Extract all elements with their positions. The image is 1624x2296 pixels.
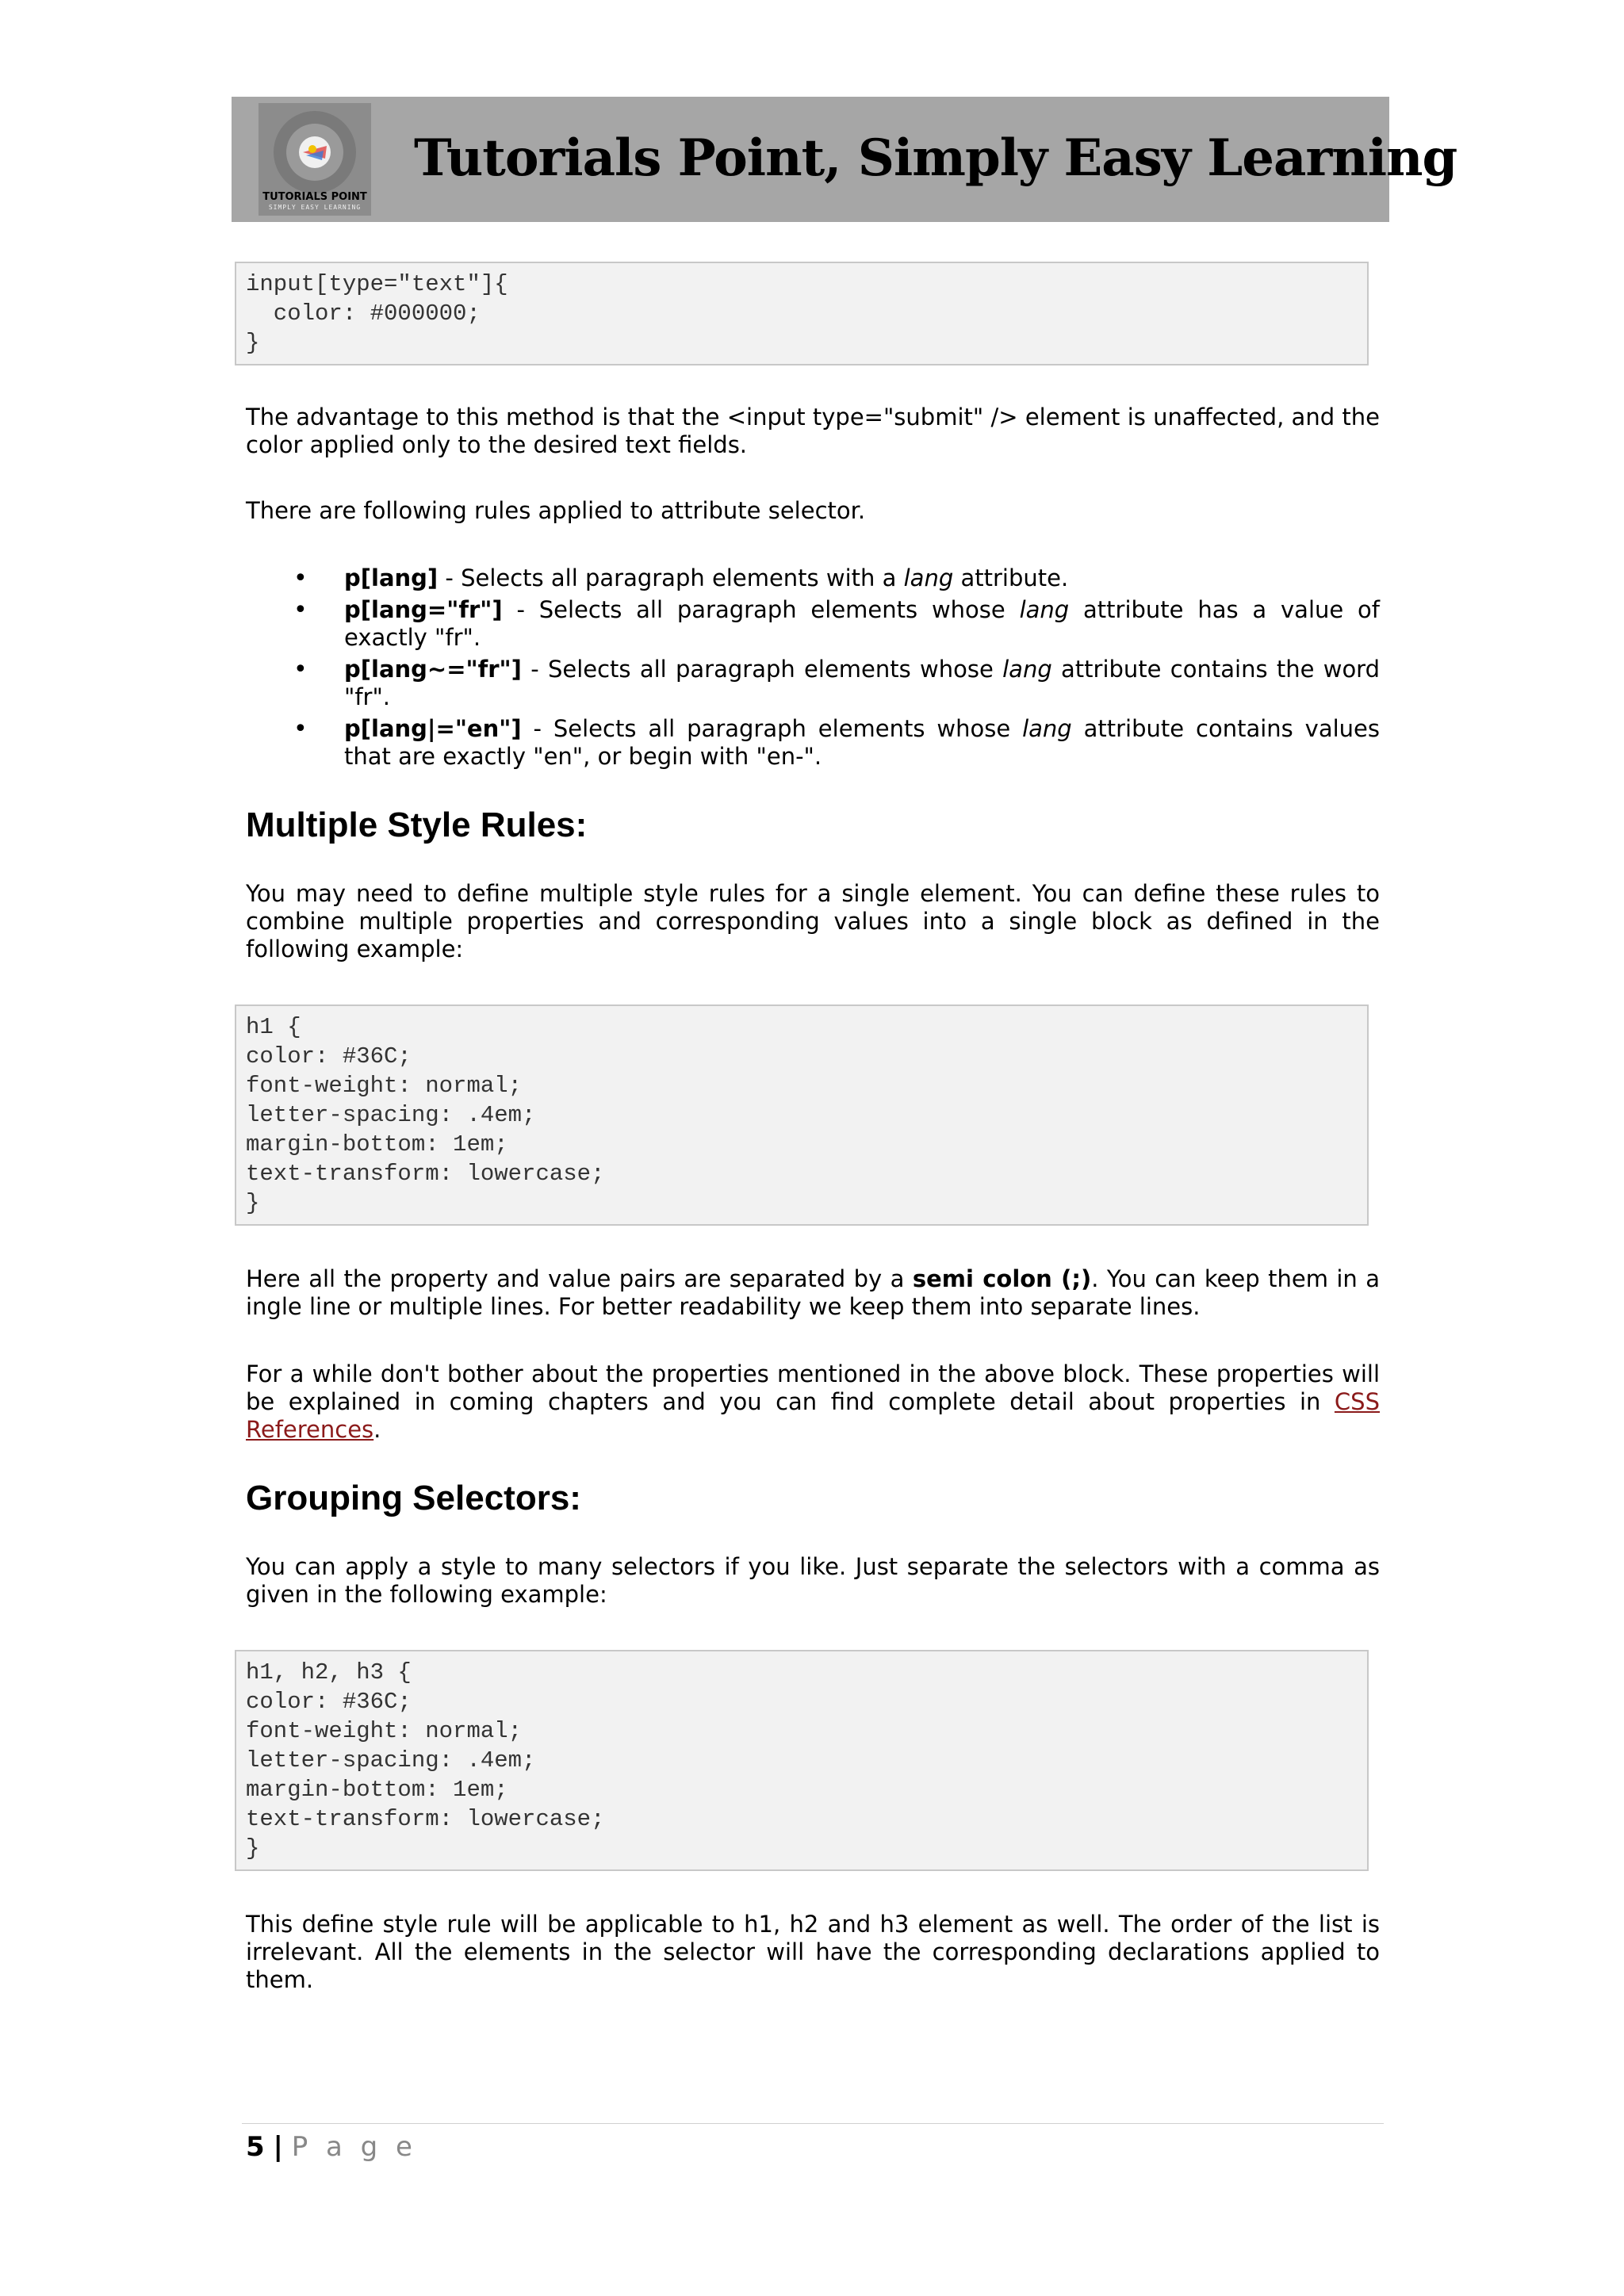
list-item — [246, 564, 1380, 592]
code-line: font-weight: normal; — [246, 1718, 523, 1744]
rule-selector: p[lang="fr"] — [344, 596, 503, 623]
paragraph-grouping-note: This define style rule will be applicable to h1, h2 and h3 element as well. The order of the list is irrelevant. All the elements in the selector will have the corresponding declarations applied to them. — [246, 1911, 1380, 1993]
footer-divider — [242, 2123, 1384, 2124]
page-number: 5 — [246, 2131, 265, 2163]
code-line: color: #000000; — [246, 300, 481, 327]
logo-text: TUTORIALS POINT — [262, 191, 367, 203]
code-block-input-selector — [235, 262, 1369, 365]
paragraph-text: For a while don't bother about the properties mentioned in the above block. These properties will be explained in coming chapters and you can find complete detail about properties in — [246, 1360, 1380, 1415]
paragraph-text: . — [373, 1416, 381, 1443]
rule-selector: p[lang] — [344, 564, 439, 591]
rule-text: attribute. — [953, 564, 1069, 591]
list-item — [246, 656, 1380, 711]
rule-text: attribute contains values that are exactly "en", or begin with "en-". — [344, 715, 1380, 770]
paragraph-multiple-rules: You may need to define multiple style rules for a single element. You can define these rules to combine multiple properties and corresponding values into a single block as defined in the following example: — [246, 880, 1380, 962]
page-footer — [246, 2131, 417, 2163]
code-line: input[type="text"]{ — [246, 271, 508, 297]
rule-emphasis: lang — [1022, 715, 1072, 742]
rule-text: - Selects all paragraph elements whose — [521, 656, 1003, 683]
page-content — [246, 262, 1380, 1994]
bullet-icon: • — [293, 715, 308, 743]
paragraph-text: . You can keep them in a ingle line or multiple lines. For better readability we keep them into separate lines. — [246, 1265, 1381, 1320]
list-item — [246, 715, 1380, 771]
header-title: Tutorials Point, Simply Easy Learning — [414, 128, 1457, 188]
footer-separator: | — [273, 2131, 283, 2163]
bullet-icon: • — [293, 564, 308, 592]
rule-text: - Selects all paragraph elements whose — [521, 715, 1023, 742]
code-line: } — [246, 1190, 260, 1216]
rule-emphasis: lang — [1002, 656, 1052, 683]
page-header — [232, 97, 1457, 222]
heading-multiple-style-rules: Multiple Style Rules: — [246, 806, 588, 844]
code-line: color: #36C; — [246, 1043, 412, 1070]
code-line: margin-bottom: 1em; — [246, 1777, 508, 1803]
code-line: } — [246, 330, 260, 356]
heading-grouping-selectors: Grouping Selectors: — [246, 1479, 581, 1517]
paragraph-rules-intro: There are following rules applied to attribute selector. — [246, 497, 866, 524]
tutorials-point-logo — [259, 103, 371, 216]
bullet-icon: • — [293, 656, 308, 683]
paragraph-semicolon — [246, 1265, 1380, 1321]
code-line: margin-bottom: 1em; — [246, 1131, 508, 1158]
rule-selector: p[lang|="en"] — [344, 715, 522, 742]
attribute-selector-list — [246, 564, 1380, 771]
rule-emphasis: lang — [1019, 596, 1070, 623]
code-line: h1, h2, h3 { — [246, 1659, 412, 1686]
code-line: text-transform: lowercase; — [246, 1161, 605, 1187]
paragraph-advantage: The advantage to this method is that the <input type="submit" /> element is unaffected, and the color applied only to the desired text fields. — [246, 404, 1380, 458]
rule-text: - Selects all paragraph elements with a — [438, 564, 904, 591]
rule-selector: p[lang~="fr"] — [344, 656, 522, 683]
code-line: h1 { — [246, 1014, 301, 1040]
code-line: } — [246, 1835, 260, 1862]
css-references-link[interactable]: CSS References — [246, 1388, 1380, 1443]
rule-text: - Selects all paragraph elements whose — [502, 596, 1020, 623]
page-label: P a g e — [291, 2131, 417, 2163]
code-block-h1 — [235, 1004, 1369, 1226]
rule-emphasis: lang — [903, 564, 954, 591]
rule-text: attribute has a value of exactly "fr". — [344, 596, 1380, 651]
paragraph-text: Here all the property and value pairs are separated by a — [246, 1265, 913, 1292]
code-block-h1-h2-h3 — [235, 1650, 1369, 1871]
paragraph-grouping: You can apply a style to many selectors if you like. Just separate the selectors with a comma as given in the following example: — [246, 1553, 1380, 1608]
paragraph-properties-note — [246, 1360, 1380, 1444]
bullet-icon: • — [293, 596, 308, 624]
rule-text: attribute contains the word "fr". — [344, 656, 1381, 710]
code-line: letter-spacing: .4em; — [246, 1102, 536, 1128]
semicolon-emphasis: semi colon (;) — [912, 1265, 1092, 1292]
logo-tagline: SIMPLY EASY LEARNING — [268, 204, 362, 211]
list-item — [246, 596, 1380, 652]
code-line: letter-spacing: .4em; — [246, 1747, 536, 1774]
code-line: color: #36C; — [246, 1689, 412, 1715]
code-line: text-transform: lowercase; — [246, 1806, 605, 1832]
code-line: font-weight: normal; — [246, 1073, 523, 1099]
